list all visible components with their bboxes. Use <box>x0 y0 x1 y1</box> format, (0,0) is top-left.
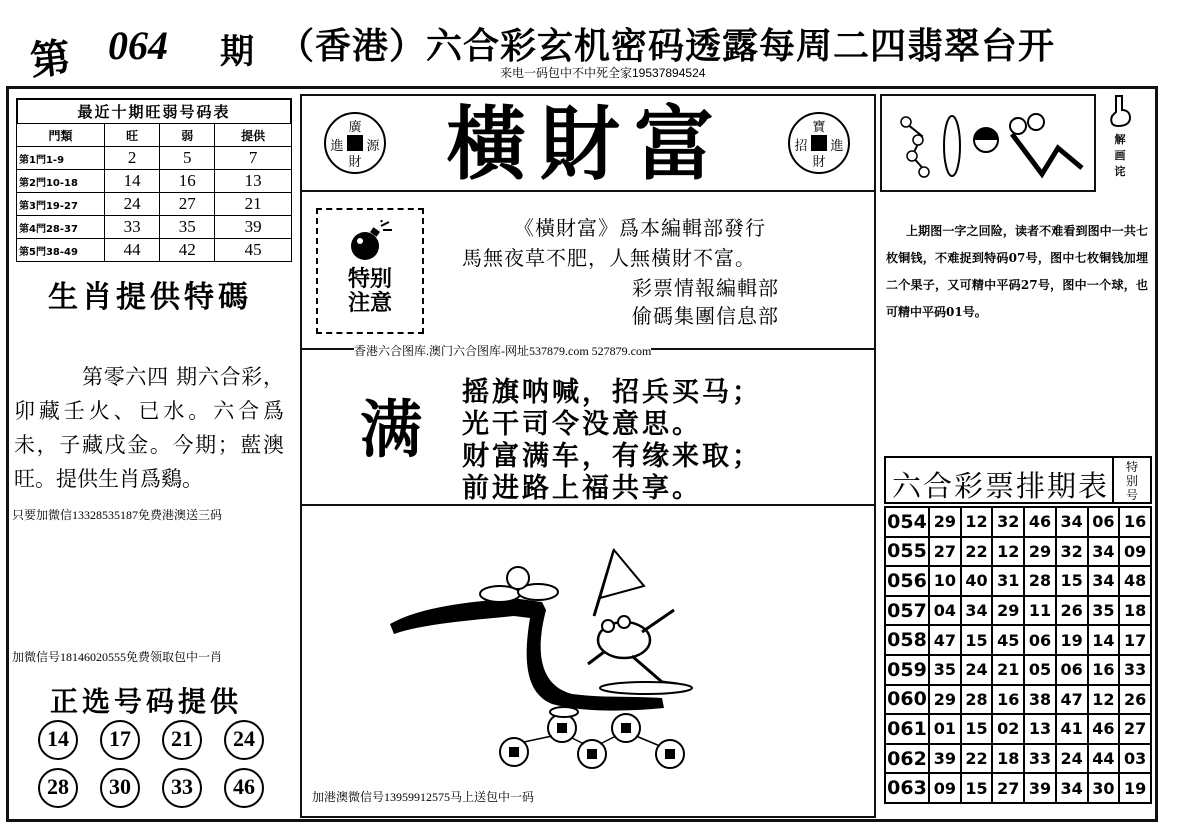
schedule-row <box>885 744 1151 774</box>
brand-name: 橫財富 <box>446 97 728 191</box>
row-hot: 33 <box>105 216 160 239</box>
notice-badge-line2: 注意 <box>347 291 392 316</box>
schedule-number: 09 <box>929 773 961 803</box>
zodiac-lead: 第零六四 期六合 <box>82 365 242 389</box>
schedule-number: 30 <box>1088 773 1120 803</box>
schedule-number: 35 <box>1088 596 1120 626</box>
pick-ball: 28 <box>38 768 78 808</box>
schedule-number: 45 <box>992 625 1024 655</box>
poem-big-character: 满 <box>360 393 423 466</box>
schedule-period: 056 <box>885 566 929 596</box>
schedule-period: 060 <box>885 685 929 715</box>
schedule-number: 12 <box>1088 685 1120 715</box>
coin-left-icon <box>324 112 386 174</box>
schedule-number: 31 <box>992 566 1024 596</box>
frog-flag-illustration <box>302 506 874 786</box>
schedule-number: 29 <box>929 685 961 715</box>
recent-table-row <box>17 147 292 170</box>
notice-line: 《橫財富》爲本編輯部發行 <box>514 216 766 240</box>
schedule-number: 15 <box>961 773 993 803</box>
special-label-3: 号 <box>1125 488 1138 502</box>
schedule-number: 27 <box>929 537 961 567</box>
zodiac-paragraph <box>14 360 284 496</box>
special-label-1: 特 <box>1125 460 1138 474</box>
row-offer: 45 <box>215 239 292 262</box>
row-cold: 27 <box>160 193 215 216</box>
row-offer: 21 <box>215 193 292 216</box>
schedule-row <box>885 596 1151 626</box>
row-range: 第1門1-9 <box>17 147 105 170</box>
promo-wechat-2: 加微信号18146020555免费领取包中一肖 <box>12 650 223 664</box>
schedule-table <box>884 506 1152 804</box>
recent-table-row <box>17 170 292 193</box>
recent-table-header-row <box>17 124 292 147</box>
schedule-number: 28 <box>1024 566 1056 596</box>
schedule-number: 47 <box>929 625 961 655</box>
schedule-number: 38 <box>1024 685 1056 715</box>
schedule-number: 33 <box>1024 744 1056 774</box>
coin-left-bottom: 財 <box>348 155 362 170</box>
notice-line: 彩票情報編輯部 <box>632 276 779 300</box>
row-hot: 2 <box>105 147 160 170</box>
row-offer: 7 <box>215 147 292 170</box>
schedule-number: 44 <box>1088 744 1120 774</box>
schedule-row <box>885 714 1151 744</box>
schedule-row <box>885 507 1151 537</box>
poem-line: 财富满车，有缘来取； <box>462 441 762 472</box>
coin-right-bottom: 財 <box>812 155 826 170</box>
issue-number: 064 <box>108 23 168 68</box>
zodiac-title: 生肖提供特碼 <box>48 280 252 315</box>
schedule-number: 29 <box>992 596 1024 626</box>
schedule-number: 26 <box>1056 596 1088 626</box>
row-hot: 24 <box>105 193 160 216</box>
pick-ball: 30 <box>100 768 140 808</box>
row-cold: 35 <box>160 216 215 239</box>
schedule-number: 22 <box>961 744 993 774</box>
schedule-special-label <box>1112 458 1150 502</box>
schedule-number: 24 <box>1056 744 1088 774</box>
schedule-number: 35 <box>929 655 961 685</box>
schedule-period: 063 <box>885 773 929 803</box>
schedule-number: 12 <box>961 507 993 537</box>
schedule-number: 15 <box>961 625 993 655</box>
schedule-period: 054 <box>885 507 929 537</box>
cartoon-caption: 加港澳微信号13959912575马上送包中一码 <box>312 790 535 804</box>
schedule-number: 19 <box>1056 625 1088 655</box>
schedule-number: 47 <box>1056 685 1088 715</box>
pick-ball: 24 <box>224 720 264 760</box>
schedule-number: 34 <box>1056 773 1088 803</box>
header-category: 門類 <box>17 124 105 147</box>
schedule-number: 15 <box>961 714 993 744</box>
schedule-number: 32 <box>1056 537 1088 567</box>
bomb-icon <box>345 220 395 264</box>
schedule-number: 16 <box>1088 655 1120 685</box>
coin-right-right: 進 <box>830 139 844 154</box>
left-column <box>10 92 298 817</box>
coin-right-icon <box>788 112 850 174</box>
row-cold: 16 <box>160 170 215 193</box>
schedule-number: 06 <box>1056 655 1088 685</box>
row-range: 第3門19-27 <box>17 193 105 216</box>
row-offer: 13 <box>215 170 292 193</box>
row-cold: 42 <box>160 239 215 262</box>
schedule-number: 34 <box>1088 566 1120 596</box>
notice-badge-line1: 特别 <box>347 267 392 292</box>
row-offer: 39 <box>215 216 292 239</box>
notice-line: 偷碼集團信息部 <box>632 304 779 328</box>
schedule-number: 15 <box>1056 566 1088 596</box>
schedule-row <box>885 537 1151 567</box>
schedule-special-number: 03 <box>1119 744 1151 774</box>
schedule-row <box>885 685 1151 715</box>
coin-left-top: 廣 <box>348 120 362 135</box>
poem-line: 前进路上福共享。 <box>462 473 702 504</box>
riddle-tag-line3: 诧 <box>1114 165 1126 178</box>
row-range: 第2門10-18 <box>17 170 105 193</box>
schedule-number: 29 <box>1024 537 1056 567</box>
row-range: 第4門28-37 <box>17 216 105 239</box>
row-hot: 44 <box>105 239 160 262</box>
zodiac-body: 彩，卯藏壬火、已水。六合爲未，子藏戌金。今期；藍澳旺。提供生肖爲鷄。 <box>14 365 284 491</box>
schedule-row <box>885 773 1151 803</box>
schedule-number: 13 <box>1024 714 1056 744</box>
schedule-number: 11 <box>1024 596 1056 626</box>
riddle-cartoon-illustration <box>882 96 1094 190</box>
schedule-special-number: 33 <box>1119 655 1151 685</box>
schedule-number: 05 <box>1024 655 1056 685</box>
notice-line: 馬無夜草不肥，人無橫財不富。 <box>462 246 756 270</box>
schedule-number: 24 <box>961 655 993 685</box>
row-hot: 14 <box>105 170 160 193</box>
notice-badge <box>316 208 424 334</box>
schedule-special-number: 19 <box>1119 773 1151 803</box>
schedule-period: 062 <box>885 744 929 774</box>
row-cold: 5 <box>160 147 215 170</box>
schedule-special-number: 17 <box>1119 625 1151 655</box>
schedule-number: 39 <box>929 744 961 774</box>
poem-line: 摇旗呐喊，招兵买马； <box>462 377 762 408</box>
cartoon-panel <box>300 506 876 818</box>
schedule-special-number: 27 <box>1119 714 1151 744</box>
schedule-number: 28 <box>961 685 993 715</box>
issue-heading <box>27 10 275 85</box>
coin-left-right: 源 <box>366 139 380 154</box>
riddle-tag-line1: 解 <box>1114 133 1126 146</box>
schedule-number: 14 <box>1088 625 1120 655</box>
recent-table-row <box>17 239 292 262</box>
pick-ball: 17 <box>100 720 140 760</box>
schedule-number: 06 <box>1088 507 1120 537</box>
schedule-special-number: 48 <box>1119 566 1151 596</box>
schedule-row <box>885 655 1151 685</box>
schedule-number: 40 <box>961 566 993 596</box>
picks-title: 正选号码提供 <box>50 685 243 718</box>
header-cold: 弱 <box>160 124 215 147</box>
poem-panel <box>300 344 876 506</box>
schedule-period: 058 <box>885 625 929 655</box>
schedule-period: 057 <box>885 596 929 626</box>
schedule-row <box>885 625 1151 655</box>
riddle-tag <box>1100 94 1140 194</box>
issue-suffix: 期 <box>220 32 254 72</box>
schedule-number: 39 <box>1024 773 1056 803</box>
schedule-row <box>885 566 1151 596</box>
schedule-number: 02 <box>992 714 1024 744</box>
recent-table-row <box>17 216 292 239</box>
issue-prefix: 第 <box>27 34 71 85</box>
schedule-number: 34 <box>961 596 993 626</box>
schedule-number: 04 <box>929 596 961 626</box>
schedule-period: 059 <box>885 655 929 685</box>
schedule-number: 34 <box>1056 507 1088 537</box>
schedule-number: 10 <box>929 566 961 596</box>
schedule-period: 061 <box>885 714 929 744</box>
schedule-number: 06 <box>1024 625 1056 655</box>
schedule-number: 32 <box>992 507 1024 537</box>
schedule-number: 46 <box>1088 714 1120 744</box>
schedule-number: 16 <box>992 685 1024 715</box>
schedule-number: 18 <box>992 744 1024 774</box>
riddle-panel <box>880 200 1152 450</box>
schedule-number: 34 <box>1088 537 1120 567</box>
page-subtitle: 来电一码包中不中死全家19537894524 <box>500 66 706 80</box>
header-offer: 提供 <box>215 124 292 147</box>
row-range: 第5門38-49 <box>17 239 105 262</box>
poem-line: 光干司令没意思。 <box>462 409 702 440</box>
schedule-title: 六合彩票排期表 <box>892 469 1110 503</box>
schedule-period: 055 <box>885 537 929 567</box>
recent-table-row <box>17 193 292 216</box>
riddle-image-panel <box>880 94 1096 192</box>
header-hot: 旺 <box>105 124 160 147</box>
schedule-special-number: 16 <box>1119 507 1151 537</box>
notice-panel <box>300 192 876 350</box>
schedule-special-number: 09 <box>1119 537 1151 567</box>
schedule-number: 22 <box>961 537 993 567</box>
schedule-number: 29 <box>929 507 961 537</box>
poem-caption: 香港六合图库.澳门六合图库-网址537879.com 527879.com <box>354 344 652 358</box>
schedule-number: 27 <box>992 773 1024 803</box>
special-label-2: 别 <box>1125 474 1138 488</box>
riddle-text: 上期图一字之回险，读者不难看到图中一共七枚铜钱，不难捉到特码07号，图中七枚铜钱加埋二个果子，又可精中平码27号，图中一个球，也可精中平码01号。 <box>886 224 1148 319</box>
recent-table-caption: 最近十期旺弱号码表 <box>16 98 292 123</box>
coin-right-left: 招 <box>794 139 808 154</box>
schedule-header <box>884 456 1152 504</box>
page-title: （香港）六合彩玄机密码透露每周二四翡翠台开 <box>278 26 1056 67</box>
promo-wechat-1: 只要加微信13328535187免费港澳送三码 <box>12 508 223 522</box>
schedule-number: 12 <box>992 537 1024 567</box>
schedule-number: 46 <box>1024 507 1056 537</box>
brand-banner <box>300 94 876 192</box>
schedule-number: 41 <box>1056 714 1088 744</box>
coin-left-left: 進 <box>330 139 344 154</box>
coin-right-top: 寶 <box>812 120 826 135</box>
pick-ball: 46 <box>224 768 264 808</box>
pick-ball: 33 <box>162 768 202 808</box>
schedule-special-number: 26 <box>1119 685 1151 715</box>
schedule-number: 01 <box>929 714 961 744</box>
pick-ball: 14 <box>38 720 78 760</box>
riddle-tag-line2: 画 <box>1114 149 1126 162</box>
schedule-special-number: 18 <box>1119 596 1151 626</box>
pointing-hand-icon <box>1108 94 1132 128</box>
pick-ball: 21 <box>162 720 202 760</box>
recent-hot-cold-table <box>16 98 292 262</box>
schedule-number: 21 <box>992 655 1024 685</box>
